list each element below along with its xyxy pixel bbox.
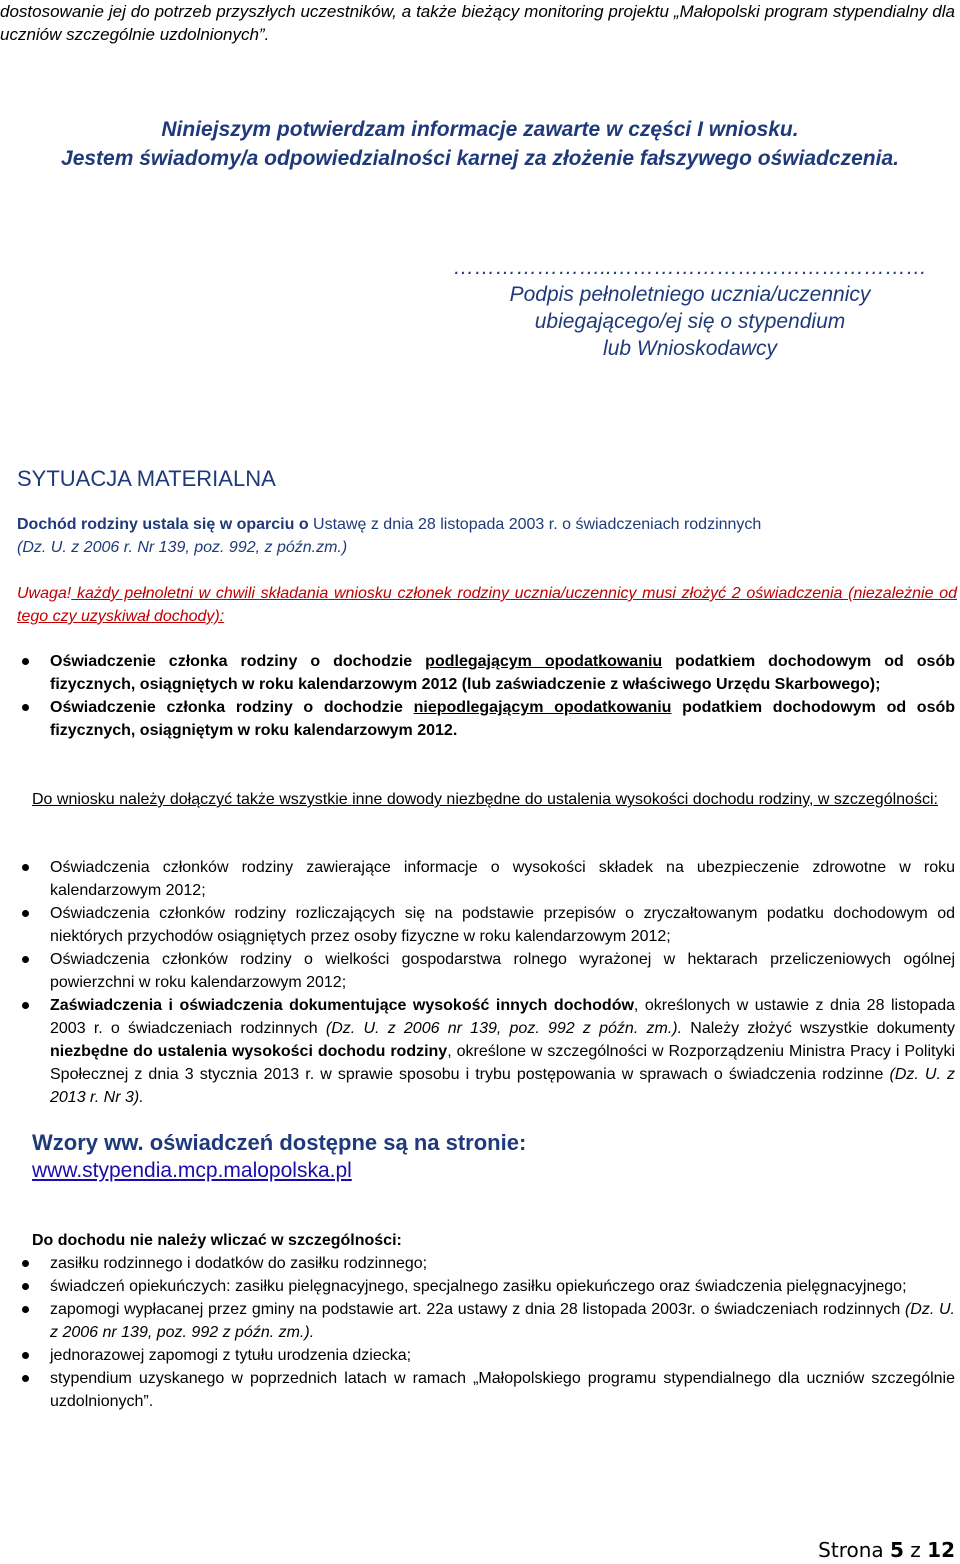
documents-list: [18, 856, 955, 1109]
income-basis-citation: (Dz. U. z 2006 r. Nr 139, poz. 992, z późn.zm.): [17, 539, 348, 556]
signature-dots: …………………..………………………………………: [453, 256, 927, 279]
footer-word: Strona: [818, 1538, 884, 1562]
declarations-list: [18, 650, 955, 742]
forms-title: Wzory ww. oświadczeń dostępne są na stronie:: [32, 1130, 527, 1155]
list-item: Zaświadczenia i oświadczenia dokumentujące wysokość innych dochodów, określonych w ustawie z dnia 28 listopada 2003 r. o świadczeniach rodzinnych (Dz. U. z 2006 nr 139, poz. 992 z późn. zm.). Należy złożyć wszystkie dokumenty niezbędne do ustalenia wysokości dochodu rodziny, określone w szczególności w Rozporządzeniu Ministra Pracy i Polityki Społecznej z dnia 3 stycznia 2013 r. w sprawie sposobu i trybu postępowania w sprawach o świadczenia rodzinne (Dz. U. z 2013 r. Nr 3).: [18, 994, 955, 1109]
income-basis-rest: Ustawę z dnia 28 listopada 2003 r. o świadczeniach rodzinnych: [308, 516, 762, 533]
list-item: zasiłku rodzinnego i dodatków do zasiłku rodzinnego;: [18, 1252, 955, 1275]
income-basis-bold: Dochód rodziny ustala się w oparciu o: [17, 516, 309, 533]
confirmation-line-1: Niniejszym potwierdzam informacje zawarte w części I wniosku.: [161, 118, 799, 141]
exclusions-title: Do dochodu nie należy wliczać w szczególności:: [32, 1232, 402, 1249]
intro-paragraph: dostosowanie jej do potrzeb przyszłych uczestników, a także bieżący monitoring projektu „Małopolski program stypendialny dla uczniów szczególnie uzdolnionych”.: [0, 2, 955, 44]
income-basis: [17, 513, 957, 559]
list-item: Oświadczenie członka rodziny o dochodzie niepodlegającym opodatkowaniu podatkiem dochodowym od osób fizycznych, osiągniętym w roku kalendarzowym 2012.: [18, 696, 955, 742]
forms-link[interactable]: www.stypendia.mcp.malopolska.pl: [32, 1159, 352, 1182]
signature-caption-1: Podpis pełnoletniego ucznia/uczennicy: [509, 283, 871, 306]
footer-of: z: [910, 1538, 921, 1562]
section-title: SYTUACJA MATERIALNA: [17, 466, 276, 491]
list-item: Oświadczenia członków rodziny zawierające informacje o wysokości składek na ubezpieczenie zdrowotne w roku kalendarzowym 2012;: [18, 856, 955, 902]
note-paragraph: [17, 582, 957, 628]
note-text: każdy pełnoletni w chwili składania wniosku członek rodziny ucznia/uczennicy musi złożyć 2 oświadczenia (niezależnie od tego czy uzyskiwał dochody):: [17, 585, 957, 625]
list-item: Oświadczenie członka rodziny o dochodzie podlegającym opodatkowaniu podatkiem dochodowym od osób fizycznych, osiągniętych w roku kalendarzowym 2012 (lub zaświadczenie z właściwego Urzędu Skarbowego);: [18, 650, 955, 696]
list-item: zapomogi wypłacanej przez gminy na podstawie art. 22a ustawy z dnia 28 listopada 2003r. o świadczeniach rodzinnych (Dz. U. z 2006 nr 139, poz. 992 z późn. zm.).: [18, 1298, 955, 1344]
confirmation-line-2: Jestem świadomy/a odpowiedzialności karnej za złożenie fałszywego oświadczenia.: [61, 147, 899, 170]
page-footer: [818, 1538, 955, 1562]
list-item: Oświadczenia członków rodziny rozliczających się na podstawie przepisów o zryczałtowanym podatku dochodowym od niektórych przychodów osiągniętych przez osoby fizyczne w roku kalendarzowym 2012;: [18, 902, 955, 948]
list-item: jednorazowej zapomogi z tytułu urodzenia dziecka;: [18, 1344, 955, 1367]
list-item: świadczeń opiekuńczych: zasiłku pielęgnacyjnego, specjalnego zasiłku opiekuńczego oraz świadczenia pielęgnacyjnego;: [18, 1275, 955, 1298]
footer-total: 12: [927, 1538, 955, 1562]
exclusions-list: [18, 1252, 955, 1413]
note-label: Uwaga!: [17, 585, 72, 602]
signature-caption-3: lub Wnioskodawcy: [603, 337, 777, 360]
documents-intro: Do wniosku należy dołączyć także wszystkie inne dowody niezbędne do ustalenia wysokości dochodu rodziny, w szczególności:: [32, 791, 938, 808]
list-item: Oświadczenia członków rodziny o wielkości gospodarstwa rolnego wyrażonej w hektarach przeliczeniowych ogólnej powierzchni w roku kalendarzowym 2012;: [18, 948, 955, 994]
list-item: stypendium uzyskanego w poprzednich latach w ramach „Małopolskiego programu stypendialnego dla uczniów szczególnie uzdolnionych”.: [18, 1367, 955, 1413]
signature-caption-2: ubiegającego/ej się o stypendium: [534, 310, 846, 333]
footer-page: 5: [890, 1538, 904, 1562]
